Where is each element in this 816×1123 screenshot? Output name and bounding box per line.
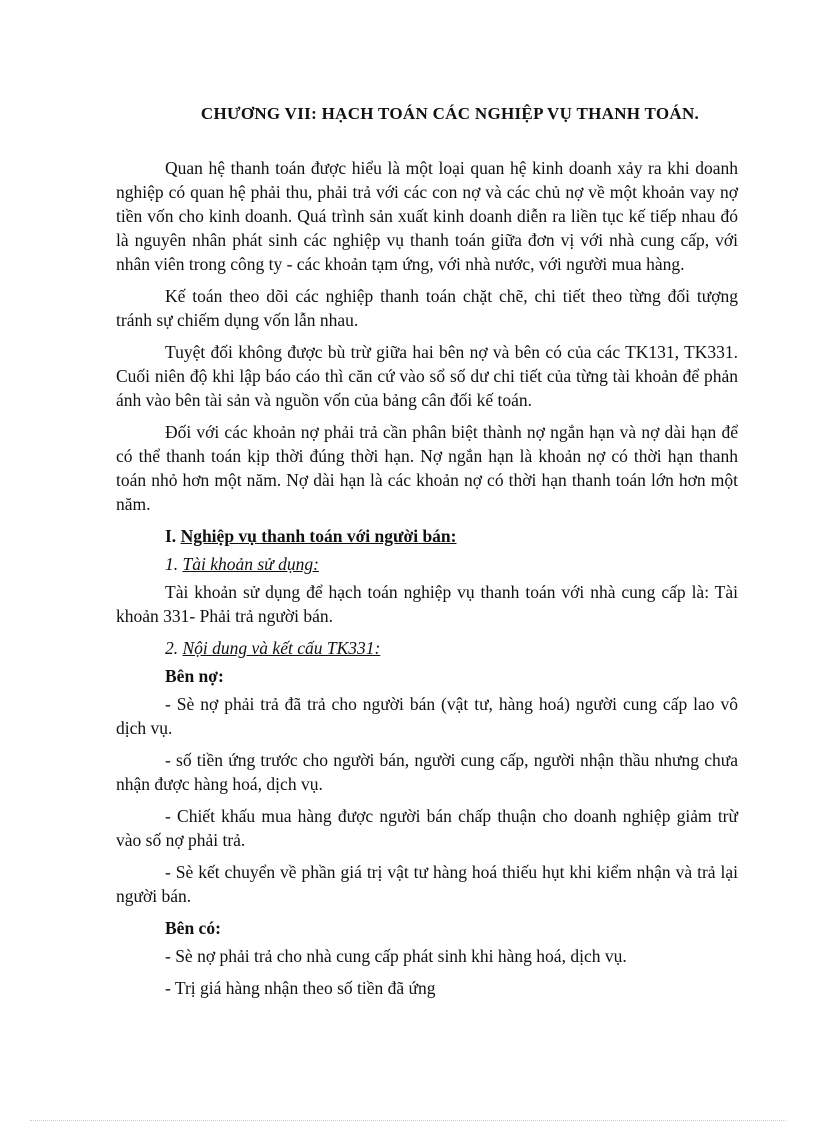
debit-item-2: - số tiền ứng trước cho người bán, người cung cấp, người nhận thầu nhưng chưa nhận được hàng hoá, dịch vụ. (116, 750, 738, 794)
subsection-number: 1. (165, 554, 183, 574)
subsection-heading-1 (165, 552, 738, 576)
chapter-title: CHƯƠNG VII: HẠCH TOÁN CÁC NGHIỆP VỤ THANH TOÁN. (200, 104, 700, 123)
section-heading-1 (165, 524, 738, 548)
debit-item-1: - Sè nợ phải trả đã trả cho người bán (vật tư, hàng hoá) người cung cấp lao vô dịch vụ. (116, 694, 738, 738)
subsection-heading-2 (165, 636, 738, 660)
paragraph-1: Quan hệ thanh toán được hiểu là một loại quan hệ kinh doanh xảy ra khi doanh nghiệp có quan hệ phải thu, phải trả với các con nợ và các chủ nợ về một khoản vay nợ tiền vốn cho kinh doanh. Quá trình sản xuất kinh doanh diễn ra liền tục kế tiếp nhau đó là nguyên nhân phát sinh các nghiệp vụ thanh toán giữa đơn vị với nhà cung cấp, với nhân viên trong công ty - các khoản tạm ứng, với nhà nước, với người mua hàng. (116, 158, 738, 274)
account-used-text: Tài khoản sử dụng để hạch toán nghiệp vụ thanh toán với nhà cung cấp là: Tài khoản 331- Phải trả người bán. (116, 582, 738, 626)
credit-item-1: - Sè nợ phải trả cho nhà cung cấp phát sinh khi hàng hoá, dịch vụ. (165, 946, 627, 966)
credit-item-2: - Trị giá hàng nhận theo số tiền đã ứng (165, 978, 436, 998)
debit-label: Bên nợ: (165, 666, 224, 686)
credit-label: Bên có: (165, 918, 221, 938)
paragraph-2: Kế toán theo dõi các nghiệp thanh toán chặt chẽ, chi tiết theo từng đối tượng tránh sự chiếm dụng vốn lẫn nhau. (116, 286, 738, 330)
section-number: I. (165, 526, 181, 546)
section-title: Nghiệp vụ thanh toán với người bán: (180, 526, 457, 546)
subsection-title: Nội dung và kết cấu TK331: (182, 638, 381, 658)
subsection-number: 2. (165, 638, 183, 658)
paragraph-3: Tuyệt đối không được bù trừ giữa hai bên nợ và bên có của các TK131, TK331. Cuối niên độ khi lập báo cáo thì căn cứ vào sổ số dư chi tiết của từng tài khoản để phản ánh vào bên tài sản và nguồn vốn của bảng cân đối kế toán. (116, 342, 738, 410)
debit-item-3: - Chiết khấu mua hàng được người bán chấp thuận cho doanh nghiệp giảm trừ vào số nợ phải trả. (116, 806, 738, 850)
document-body (116, 156, 738, 1008)
debit-item-4: - Sè kết chuyển về phần giá trị vật tư hàng hoá thiếu hụt khi kiểm nhận và trả lại người bán. (116, 862, 738, 906)
subsection-title: Tài khoản sử dụng: (182, 554, 319, 574)
page-bottom-divider (30, 1120, 786, 1121)
paragraph-4: Đối với các khoản nợ phải trả cần phân biệt thành nợ ngắn hạn và nợ dài hạn để có thể thanh toán kịp thời đúng thời hạn. Nợ ngắn hạn là khoản nợ có thời hạn thanh toán nhỏ hơn một năm. Nợ dài hạn là các khoản nợ có thời hạn thanh toán lớn hơn một năm. (116, 422, 738, 514)
